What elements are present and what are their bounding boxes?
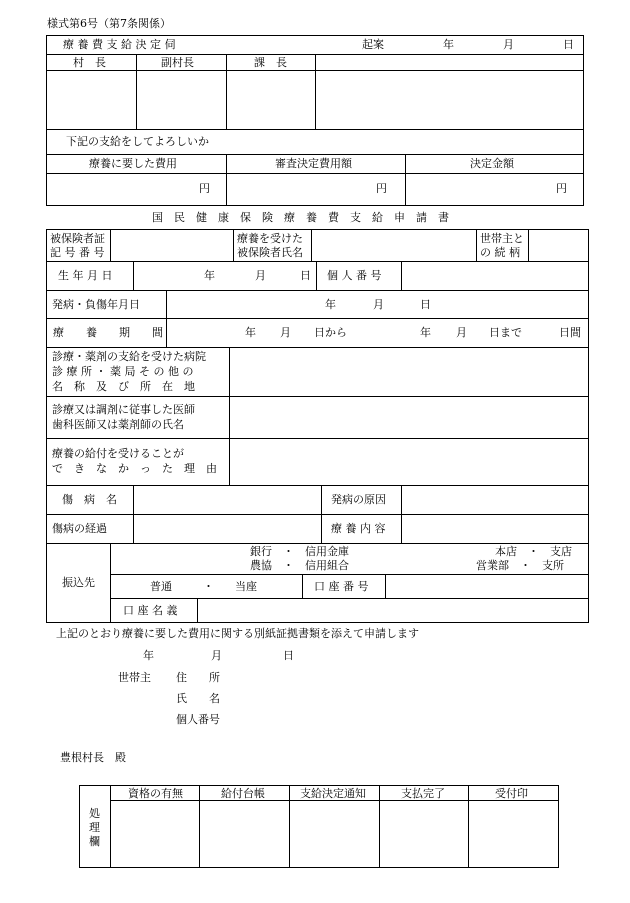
declaration-day: 日: [283, 649, 294, 662]
processing-label-2: 理: [89, 821, 100, 834]
header-decided-amount: 決定金額: [470, 157, 514, 170]
header-cost: 療養に要した費用: [89, 157, 177, 170]
header-payment-notice: 支給決定通知: [300, 787, 366, 800]
label-reason-2: で き な か っ た 理 由: [52, 462, 217, 475]
period-days: 日間: [559, 326, 581, 339]
label-treatment-content: 療 養 内 容: [331, 522, 386, 535]
drafted-day: 日: [563, 38, 574, 51]
label-patient: 療養を受けた: [237, 232, 303, 245]
label-hospital-3: 名 称 及 び 所 在 地: [52, 380, 195, 393]
label-hospital-1: 診療・薬剤の支給を受けた病院: [52, 350, 206, 363]
period-to-month: 月: [456, 326, 467, 339]
account-dot: ・: [203, 580, 214, 593]
drafted-label: 起案: [362, 38, 384, 51]
branch-type-line2: 営業部 ・ 支所: [476, 559, 564, 572]
header-section-chief: 課 長: [254, 56, 287, 69]
form-number: 様式第6号（第7条関係）: [47, 17, 171, 30]
label-cause: 発病の原因: [331, 493, 386, 506]
processing-label-3: 欄: [89, 835, 100, 848]
label-account-number: 口 座 番 号: [314, 580, 369, 593]
period-until: 日まで: [489, 326, 522, 339]
label-insured-card-number: 記 号 番 号: [50, 246, 105, 259]
header-reviewed-amount: 審査決定費用額: [275, 157, 352, 170]
onset-year: 年: [325, 298, 336, 311]
label-applicant-personal-number: 個人番号: [176, 713, 220, 726]
label-patient-name: 被保険者氏名: [237, 246, 303, 259]
birth-day: 日: [300, 269, 311, 282]
label-disease-name: 傷 病 名: [62, 493, 117, 506]
period-from-year: 年: [245, 326, 256, 339]
label-hospital-2: 診 療 所 ・ 薬 局 そ の 他 の: [52, 365, 194, 378]
header-deputy-mayor: 副村長: [161, 56, 194, 69]
addressee: 豊根村長 殿: [60, 751, 126, 764]
label-doctor-1: 診療又は調剤に従事した医師: [52, 403, 195, 416]
label-account-name: 口 座 名 義: [123, 604, 178, 617]
account-ordinary: 普通: [150, 580, 172, 593]
onset-day: 日: [420, 298, 431, 311]
period-to-year: 年: [420, 326, 431, 339]
label-insured-card: 被保険者証: [50, 232, 105, 245]
period-from: 日から: [314, 326, 347, 339]
label-doctor-2: 歯科医師又は薬剤師の氏名: [52, 418, 184, 431]
application-title: 国 民 健 康 保 険 療 養 費 支 給 申 請 書: [152, 211, 449, 224]
header-mayor: 村 長: [73, 56, 106, 69]
declaration-month: 月: [211, 649, 222, 662]
label-reason-1: 療養の給付を受けることが: [52, 447, 184, 460]
declaration: 上記のとおり療養に要した費用に関する別紙証拠書類を添えて申請します: [56, 627, 419, 640]
header-eligibility: 資格の有無: [128, 787, 183, 800]
birth-year: 年: [204, 269, 215, 282]
header-benefit-ledger: 給付台帳: [221, 787, 265, 800]
bank-type-line1: 銀行 ・ 信用金庫: [250, 545, 349, 558]
label-birth-date: 生 年 月 日: [58, 269, 113, 282]
branch-type-line1: 本店 ・ 支店: [495, 545, 572, 558]
yen-label: 円: [376, 182, 387, 195]
drafted-month: 月: [503, 38, 514, 51]
yen-label: 円: [556, 182, 567, 195]
header-payment-complete: 支払完了: [401, 787, 445, 800]
label-relation: 世帯主と: [480, 232, 524, 245]
declaration-year: 年: [143, 649, 154, 662]
label-householder: 世帯主: [118, 671, 151, 684]
label-relation-2: の 続 柄: [480, 246, 520, 259]
bank-type-line2: 農協 ・ 信用組合: [250, 559, 349, 572]
header-receipt-stamp: 受付印: [495, 787, 528, 800]
onset-month: 月: [373, 298, 384, 311]
period-from-month: 月: [280, 326, 291, 339]
label-name: 氏 名: [176, 692, 220, 705]
approval-title: 療 養 費 支 給 決 定 伺: [63, 38, 176, 51]
label-onset-date: 発病・負傷年月日: [52, 298, 140, 311]
label-personal-number: 個 人 番 号: [327, 269, 382, 282]
label-treatment-period: 療 養 期 間: [53, 326, 163, 339]
label-transfer-to: 振込先: [62, 576, 95, 589]
request-line: 下記の支給をしてよろしいか: [66, 135, 209, 148]
label-disease-progress: 傷病の経過: [52, 522, 107, 535]
label-address: 住 所: [176, 671, 220, 684]
processing-label-1: 処: [89, 807, 100, 820]
yen-label: 円: [199, 182, 210, 195]
birth-month: 月: [255, 269, 266, 282]
account-current: 当座: [235, 580, 257, 593]
drafted-year: 年: [443, 38, 454, 51]
